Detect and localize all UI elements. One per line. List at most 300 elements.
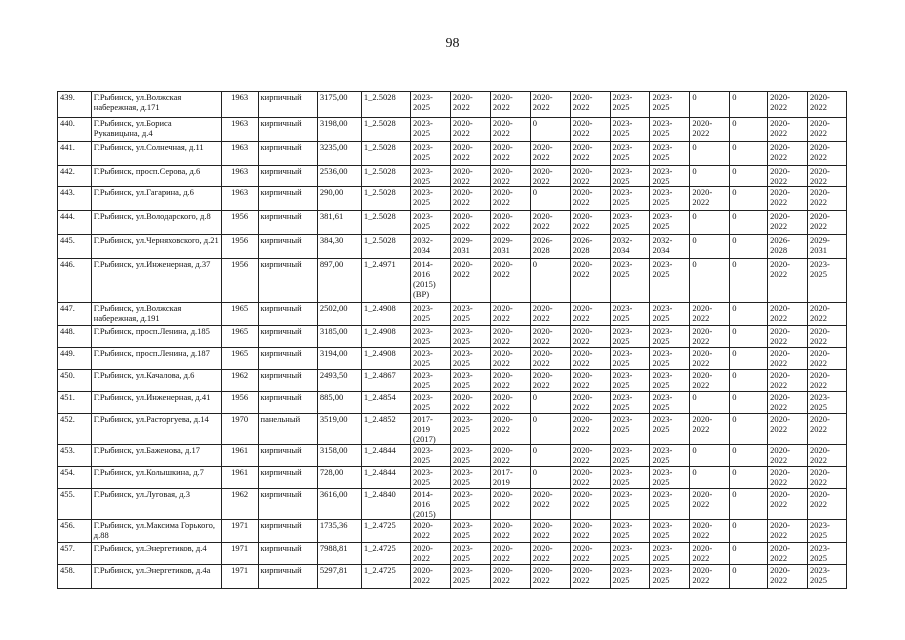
- code-cell: 1_2.4725: [361, 520, 410, 543]
- work-period-cell: 2023-2025: [411, 211, 451, 235]
- table-row: [58, 392, 847, 414]
- address-cell: Г.Рыбинск, просп.Ленина, д.187: [91, 348, 221, 370]
- code-cell: 1_2.5028: [361, 211, 410, 235]
- work-period-cell: 0: [730, 370, 768, 392]
- work-period-cell: 2020-2022: [808, 348, 847, 370]
- work-period-cell: 2029-2031: [808, 235, 847, 259]
- wall-material-cell: панельный: [258, 414, 317, 445]
- work-period-cell: 2020-2022: [450, 392, 490, 414]
- code-cell: 1_2.4854: [361, 392, 410, 414]
- work-period-cell: 2020-2022: [530, 348, 570, 370]
- work-period-cell: 0: [730, 326, 768, 348]
- area-cell: 3616,00: [317, 489, 361, 520]
- table-row: [58, 118, 847, 142]
- work-period-cell: 2020-2022: [768, 392, 808, 414]
- work-period-cell: 2023-2025: [411, 370, 451, 392]
- work-period-cell: 2023-2025: [650, 414, 690, 445]
- code-cell: 1_2.5028: [361, 118, 410, 142]
- wall-material-cell: кирпичный: [258, 370, 317, 392]
- work-period-cell: 2023-2025: [610, 187, 650, 211]
- table-row: [58, 166, 847, 187]
- work-period-cell: 2023-2025: [450, 543, 490, 565]
- work-period-cell: 2020-2022: [490, 118, 530, 142]
- build-year-cell: 1971: [221, 543, 258, 565]
- code-cell: 1_2.4725: [361, 543, 410, 565]
- wall-material-cell: кирпичный: [258, 565, 317, 589]
- address-cell: Г.Рыбинск, ул.Солнечная, д.11: [91, 142, 221, 166]
- work-period-cell: 2020-2022: [808, 187, 847, 211]
- work-period-cell: 2020-2022: [690, 326, 730, 348]
- work-period-cell: 2020-2022: [490, 370, 530, 392]
- work-period-cell: 0: [690, 445, 730, 467]
- work-period-cell: 2020-2022: [570, 445, 610, 467]
- wall-material-cell: кирпичный: [258, 467, 317, 489]
- work-period-cell: 2020-2022: [570, 565, 610, 589]
- work-period-cell: 2023-2025: [450, 467, 490, 489]
- area-cell: 5297,81: [317, 565, 361, 589]
- build-year-cell: 1963: [221, 92, 258, 118]
- wall-material-cell: кирпичный: [258, 445, 317, 467]
- work-period-cell: 2020-2022: [490, 489, 530, 520]
- build-year-cell: 1962: [221, 370, 258, 392]
- work-period-cell: 2020-2022: [490, 445, 530, 467]
- work-period-cell: 2020-2022: [450, 92, 490, 118]
- work-period-cell: 2020-2022: [450, 187, 490, 211]
- work-period-cell: 2020-2022: [808, 467, 847, 489]
- area-cell: 3175,00: [317, 92, 361, 118]
- work-period-cell: 2020-2022: [490, 259, 530, 303]
- work-period-cell: 2020-2022: [490, 565, 530, 589]
- work-period-cell: 2023-2025: [808, 259, 847, 303]
- area-cell: 3235,00: [317, 142, 361, 166]
- work-period-cell: 2020-2022: [450, 211, 490, 235]
- work-period-cell: 2023-2025: [411, 142, 451, 166]
- work-period-cell: 2023-2025: [650, 259, 690, 303]
- area-cell: 290,00: [317, 187, 361, 211]
- address-cell: Г.Рыбинск, просп.Ленина, д.185: [91, 326, 221, 348]
- wall-material-cell: кирпичный: [258, 543, 317, 565]
- code-cell: 1_2.4908: [361, 303, 410, 326]
- work-period-cell: 2023-2025: [411, 445, 451, 467]
- work-period-cell: 0: [730, 211, 768, 235]
- build-year-cell: 1963: [221, 142, 258, 166]
- work-period-cell: 2023-2025: [610, 326, 650, 348]
- work-period-cell: 2023-2025: [610, 467, 650, 489]
- wall-material-cell: кирпичный: [258, 166, 317, 187]
- row-number-cell: 441.: [58, 142, 92, 166]
- area-cell: 3198,00: [317, 118, 361, 142]
- table-row: [58, 489, 847, 520]
- address-cell: Г.Рыбинск, ул.Энергетиков, д.4а: [91, 565, 221, 589]
- work-period-cell: 2023-2025: [610, 414, 650, 445]
- work-period-cell: 0: [730, 187, 768, 211]
- work-period-cell: 2023-2025: [610, 489, 650, 520]
- work-period-cell: 2023-2025: [610, 118, 650, 142]
- work-period-cell: 2020-2022: [808, 414, 847, 445]
- work-period-cell: 2020-2022: [690, 543, 730, 565]
- row-number-cell: 442.: [58, 166, 92, 187]
- work-period-cell: 2020-2022: [768, 303, 808, 326]
- work-period-cell: 2023-2025: [650, 326, 690, 348]
- work-period-cell: 2023-2025: [450, 303, 490, 326]
- work-period-cell: 2020-2022: [490, 414, 530, 445]
- work-period-cell: 2032-2034: [411, 235, 451, 259]
- work-period-cell: 2026-2028: [768, 235, 808, 259]
- wall-material-cell: кирпичный: [258, 520, 317, 543]
- wall-material-cell: кирпичный: [258, 348, 317, 370]
- work-period-cell: 2023-2025: [650, 166, 690, 187]
- address-cell: Г.Рыбинск, ул.Инженерная, д.41: [91, 392, 221, 414]
- row-number-cell: 455.: [58, 489, 92, 520]
- build-year-cell: 1971: [221, 565, 258, 589]
- work-period-cell: 2020-2022: [411, 543, 451, 565]
- work-period-cell: 2020-2022: [530, 92, 570, 118]
- work-period-cell: 2023-2025: [610, 92, 650, 118]
- work-period-cell: 2023-2025: [808, 520, 847, 543]
- table-row: [58, 467, 847, 489]
- work-period-cell: 2023-2025: [650, 520, 690, 543]
- work-period-cell: 2020-2022: [808, 142, 847, 166]
- address-cell: Г.Рыбинск, ул.Володарского, д.8: [91, 211, 221, 235]
- code-cell: 1_2.5028: [361, 142, 410, 166]
- code-cell: 1_2.4867: [361, 370, 410, 392]
- work-period-cell: 2020-2022: [768, 414, 808, 445]
- work-period-cell: 2023-2025: [808, 565, 847, 589]
- work-period-cell: 2020-2022: [768, 543, 808, 565]
- work-period-cell: 2023-2025: [610, 303, 650, 326]
- work-period-cell: 2020-2022: [530, 489, 570, 520]
- address-cell: Г.Рыбинск, ул.Гагарина, д.6: [91, 187, 221, 211]
- work-period-cell: 2023-2025: [450, 348, 490, 370]
- wall-material-cell: кирпичный: [258, 142, 317, 166]
- build-year-cell: 1961: [221, 467, 258, 489]
- work-period-cell: 0: [730, 392, 768, 414]
- work-period-cell: 2023-2025: [808, 543, 847, 565]
- work-period-cell: 2023-2025: [411, 92, 451, 118]
- row-number-cell: 451.: [58, 392, 92, 414]
- row-number-cell: 453.: [58, 445, 92, 467]
- area-cell: 3185,00: [317, 326, 361, 348]
- work-period-cell: 0: [730, 445, 768, 467]
- table-row: [58, 142, 847, 166]
- work-period-cell: 0: [690, 259, 730, 303]
- address-cell: Г.Рыбинск, ул.Инженерная, д.37: [91, 259, 221, 303]
- work-period-cell: 2023-2025: [411, 187, 451, 211]
- work-period-cell: 2020-2022: [690, 489, 730, 520]
- work-period-cell: 2023-2025: [650, 392, 690, 414]
- area-cell: 2536,00: [317, 166, 361, 187]
- work-period-cell: 2023-2025: [411, 326, 451, 348]
- work-period-cell: 2020-2022: [570, 303, 610, 326]
- work-period-cell: 2023-2025: [411, 118, 451, 142]
- row-number-cell: 457.: [58, 543, 92, 565]
- work-period-cell: 2020-2022: [808, 489, 847, 520]
- work-period-cell: 0: [690, 92, 730, 118]
- code-cell: 1_2.5028: [361, 92, 410, 118]
- work-period-cell: 2020-2022: [570, 467, 610, 489]
- code-cell: 1_2.4844: [361, 445, 410, 467]
- code-cell: 1_2.4852: [361, 414, 410, 445]
- area-cell: 384,30: [317, 235, 361, 259]
- work-period-cell: 2023-2025: [650, 303, 690, 326]
- build-year-cell: 1963: [221, 118, 258, 142]
- area-cell: 2493,50: [317, 370, 361, 392]
- work-period-cell: 2020-2022: [690, 370, 730, 392]
- work-period-cell: 2023-2025: [450, 520, 490, 543]
- work-period-cell: 0: [690, 235, 730, 259]
- row-number-cell: 448.: [58, 326, 92, 348]
- row-number-cell: 447.: [58, 303, 92, 326]
- work-period-cell: 0: [690, 392, 730, 414]
- work-period-cell: 2020-2022: [530, 326, 570, 348]
- work-period-cell: 0: [690, 142, 730, 166]
- wall-material-cell: кирпичный: [258, 326, 317, 348]
- address-cell: Г.Рыбинск, ул.Максима Горького, д.88: [91, 520, 221, 543]
- table-row: [58, 414, 847, 445]
- table-row: [58, 235, 847, 259]
- work-period-cell: 2023-2025: [650, 445, 690, 467]
- build-year-cell: 1956: [221, 211, 258, 235]
- work-period-cell: 2020-2022: [768, 467, 808, 489]
- work-period-cell: 2023-2025: [610, 211, 650, 235]
- table-row: [58, 445, 847, 467]
- work-period-cell: 2020-2022: [690, 520, 730, 543]
- work-period-cell: 0: [530, 467, 570, 489]
- address-cell: Г.Рыбинск, просп.Серова, д.6: [91, 166, 221, 187]
- work-period-cell: 2020-2022: [570, 92, 610, 118]
- work-period-cell: 2020-2022: [690, 348, 730, 370]
- work-period-cell: 2020-2022: [530, 520, 570, 543]
- build-year-cell: 1971: [221, 520, 258, 543]
- address-cell: Г.Рыбинск, ул.Баженова, д.17: [91, 445, 221, 467]
- address-cell: Г.Рыбинск, ул.Черняховского, д.21: [91, 235, 221, 259]
- work-period-cell: 0: [530, 187, 570, 211]
- work-period-cell: 2023-2025: [610, 543, 650, 565]
- work-period-cell: 2023-2025: [450, 370, 490, 392]
- table-row: [58, 348, 847, 370]
- code-cell: 1_2.5028: [361, 187, 410, 211]
- work-period-cell: 2023-2025: [650, 187, 690, 211]
- work-period-cell: 0: [530, 392, 570, 414]
- code-cell: 1_2.4725: [361, 565, 410, 589]
- area-cell: 3194,00: [317, 348, 361, 370]
- build-year-cell: 1965: [221, 303, 258, 326]
- address-cell: Г.Рыбинск, ул.Волжская набережная, д.191: [91, 303, 221, 326]
- work-period-cell: 0: [730, 118, 768, 142]
- work-period-cell: 2020-2022: [690, 565, 730, 589]
- work-period-cell: 2020-2022: [450, 259, 490, 303]
- wall-material-cell: кирпичный: [258, 118, 317, 142]
- work-period-cell: 2020-2022: [768, 445, 808, 467]
- work-period-cell: 2020-2022: [570, 392, 610, 414]
- work-period-cell: 2020-2022: [450, 142, 490, 166]
- work-period-cell: 2032-2034: [650, 235, 690, 259]
- work-period-cell: 2023-2025: [450, 489, 490, 520]
- work-period-cell: 0: [730, 565, 768, 589]
- work-period-cell: 2020-2022: [490, 520, 530, 543]
- build-year-cell: 1963: [221, 187, 258, 211]
- work-period-cell: 2023-2025: [411, 348, 451, 370]
- work-period-cell: 0: [730, 348, 768, 370]
- work-period-cell: 2023-2025: [650, 92, 690, 118]
- table-row: [58, 326, 847, 348]
- work-period-cell: 0: [690, 166, 730, 187]
- work-period-cell: 2020-2022: [768, 211, 808, 235]
- row-number-cell: 444.: [58, 211, 92, 235]
- wall-material-cell: кирпичный: [258, 489, 317, 520]
- area-cell: 728,00: [317, 467, 361, 489]
- work-period-cell: 2023-2025: [610, 348, 650, 370]
- work-period-cell: 0: [730, 259, 768, 303]
- work-period-cell: 2032-2034: [610, 235, 650, 259]
- work-period-cell: 2023-2025: [610, 392, 650, 414]
- code-cell: 1_2.5028: [361, 166, 410, 187]
- build-year-cell: 1962: [221, 489, 258, 520]
- area-cell: 2502,00: [317, 303, 361, 326]
- page-number: 98: [445, 36, 460, 51]
- work-period-cell: 2020-2022: [570, 520, 610, 543]
- work-period-cell: 2017-2019 (2017): [411, 414, 451, 445]
- table-row: [58, 259, 847, 303]
- work-period-cell: 2020-2022: [530, 370, 570, 392]
- work-period-cell: 2023-2025: [610, 445, 650, 467]
- work-period-cell: 2020-2022: [530, 303, 570, 326]
- work-period-cell: 2020-2022: [570, 142, 610, 166]
- work-period-cell: 0: [730, 166, 768, 187]
- work-period-cell: 0: [530, 118, 570, 142]
- area-cell: 1735,36: [317, 520, 361, 543]
- work-period-cell: 0: [730, 489, 768, 520]
- work-period-cell: 2020-2022: [768, 142, 808, 166]
- work-period-cell: 2020-2022: [570, 211, 610, 235]
- work-period-cell: 2020-2022: [411, 565, 451, 589]
- wall-material-cell: кирпичный: [258, 187, 317, 211]
- work-period-cell: 2029-2031: [490, 235, 530, 259]
- work-period-cell: 2020-2022: [530, 211, 570, 235]
- work-period-cell: 2020-2022: [808, 370, 847, 392]
- build-year-cell: 1956: [221, 235, 258, 259]
- work-period-cell: 2023-2025: [610, 142, 650, 166]
- work-period-cell: 2020-2022: [490, 166, 530, 187]
- work-period-cell: 2020-2022: [808, 92, 847, 118]
- work-period-cell: 2023-2025: [650, 211, 690, 235]
- work-period-cell: 2023-2025: [411, 467, 451, 489]
- row-number-cell: 440.: [58, 118, 92, 142]
- table-row: [58, 565, 847, 589]
- row-number-cell: 443.: [58, 187, 92, 211]
- build-year-cell: 1965: [221, 348, 258, 370]
- work-period-cell: 2020-2022: [490, 142, 530, 166]
- row-number-cell: 454.: [58, 467, 92, 489]
- work-period-cell: 2023-2025: [411, 166, 451, 187]
- work-period-cell: 2023-2025: [450, 326, 490, 348]
- work-period-cell: 2020-2022: [490, 187, 530, 211]
- work-period-cell: 0: [730, 92, 768, 118]
- work-period-cell: 0: [530, 445, 570, 467]
- work-period-cell: 2020-2022: [768, 520, 808, 543]
- wall-material-cell: кирпичный: [258, 92, 317, 118]
- work-period-cell: 2020-2022: [570, 166, 610, 187]
- work-period-cell: 2023-2025: [411, 392, 451, 414]
- work-period-cell: 2020-2022: [768, 565, 808, 589]
- work-period-cell: 0: [530, 259, 570, 303]
- wall-material-cell: кирпичный: [258, 235, 317, 259]
- row-number-cell: 445.: [58, 235, 92, 259]
- table-row: [58, 543, 847, 565]
- build-year-cell: 1956: [221, 392, 258, 414]
- address-cell: Г.Рыбинск, ул.Энергетиков, д.4: [91, 543, 221, 565]
- work-period-cell: 2020-2022: [490, 543, 530, 565]
- work-period-cell: 2020-2022: [570, 370, 610, 392]
- work-period-cell: 2020-2022: [490, 303, 530, 326]
- work-period-cell: 2020-2022: [808, 303, 847, 326]
- work-period-cell: 2023-2025: [808, 392, 847, 414]
- work-period-cell: 2020-2022: [570, 118, 610, 142]
- work-period-cell: 2023-2025: [650, 142, 690, 166]
- work-period-cell: 0: [730, 414, 768, 445]
- work-period-cell: 2023-2025: [650, 489, 690, 520]
- work-period-cell: 2026-2028: [530, 235, 570, 259]
- table-row: [58, 92, 847, 118]
- work-period-cell: 0: [730, 235, 768, 259]
- table-row: [58, 303, 847, 326]
- work-period-cell: 2020-2022: [450, 166, 490, 187]
- wall-material-cell: кирпичный: [258, 392, 317, 414]
- work-period-cell: 2020-2022: [768, 92, 808, 118]
- work-period-cell: 0: [730, 520, 768, 543]
- work-period-cell: 2020-2022: [490, 92, 530, 118]
- work-period-cell: 2023-2025: [650, 118, 690, 142]
- address-cell: Г.Рыбинск, ул.Расторгуева, д.14: [91, 414, 221, 445]
- work-period-cell: 2017-2019: [490, 467, 530, 489]
- work-period-cell: 2020-2022: [570, 543, 610, 565]
- work-period-cell: 0: [730, 543, 768, 565]
- work-period-cell: 2020-2022: [768, 326, 808, 348]
- build-year-cell: 1956: [221, 259, 258, 303]
- work-period-cell: 2020-2022: [490, 211, 530, 235]
- address-cell: Г.Рыбинск, ул.Волжская набережная, д.171: [91, 92, 221, 118]
- table-row: [58, 211, 847, 235]
- work-period-cell: 2020-2022: [690, 187, 730, 211]
- work-period-cell: 2023-2025: [610, 370, 650, 392]
- row-number-cell: 446.: [58, 259, 92, 303]
- work-period-cell: 2020-2022: [768, 166, 808, 187]
- row-number-cell: 450.: [58, 370, 92, 392]
- work-period-cell: 2020-2022: [768, 348, 808, 370]
- work-period-cell: 2023-2025: [610, 565, 650, 589]
- work-period-cell: 0: [730, 303, 768, 326]
- work-period-cell: 2020-2022: [450, 118, 490, 142]
- work-period-cell: 2020-2022: [690, 414, 730, 445]
- area-cell: 885,00: [317, 392, 361, 414]
- work-period-cell: 2020-2022: [490, 326, 530, 348]
- work-period-cell: 2023-2025: [650, 467, 690, 489]
- work-period-cell: 2020-2022: [570, 489, 610, 520]
- work-period-cell: 2020-2022: [530, 543, 570, 565]
- work-period-cell: 2020-2022: [808, 445, 847, 467]
- work-period-cell: 0: [730, 467, 768, 489]
- work-period-cell: 2023-2025: [650, 370, 690, 392]
- table-row: [58, 187, 847, 211]
- work-period-cell: 2020-2022: [530, 565, 570, 589]
- work-period-cell: 2020-2022: [768, 187, 808, 211]
- work-period-cell: 2023-2025: [610, 259, 650, 303]
- work-period-cell: 2023-2025: [650, 348, 690, 370]
- build-year-cell: 1970: [221, 414, 258, 445]
- area-cell: 897,00: [317, 259, 361, 303]
- area-cell: 381,61: [317, 211, 361, 235]
- work-period-cell: 2020-2022: [570, 414, 610, 445]
